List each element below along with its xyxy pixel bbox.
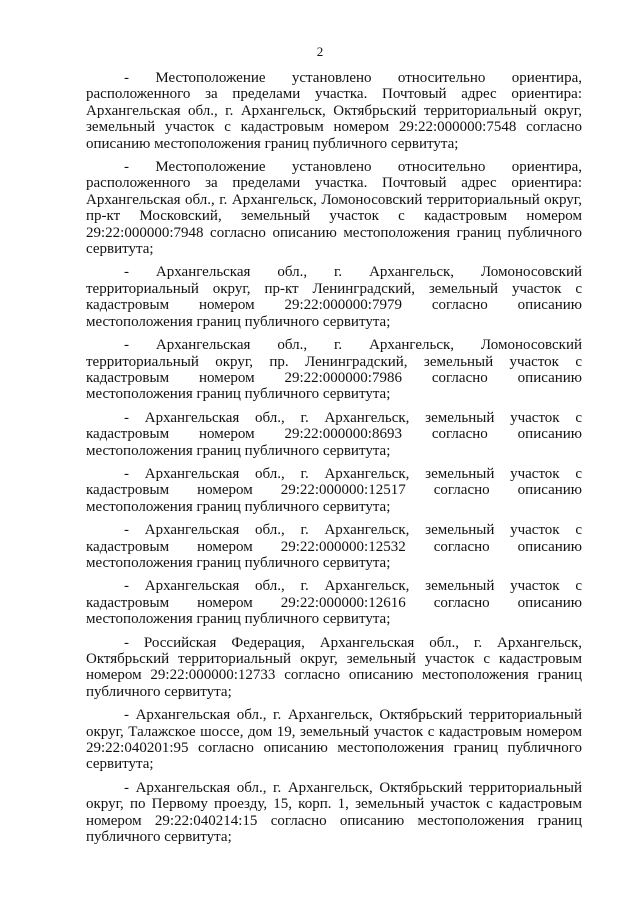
paragraph-10: - Архангельская обл., г. Архангельск, Октябрьский территориальный округ, Талажское шоссе, дом 19, земельный участок с кадастровым номером 29:22:040201:95 согласно описанию местоположения границ публичного сервитута; (86, 707, 582, 773)
paragraph-1: - Местоположение установлено относительно ориентира, расположенного за пределами участка. Почтовый адрес ориентира: Архангельская обл., г. Архангельск, Октябрьский территориальный округ, земельный участок с кадастровым номером 29:22:000000:7548 согласно описанию местоположения границ публичного сервитута; (86, 70, 582, 152)
paragraph-3: - Архангельская обл., г. Архангельск, Ломоносовский территориальный округ, пр-кт Ленинградский, земельный участок с кадастровым номером 29:22:000000:7979 согласно описанию местоположения границ публичного сервитута; (86, 264, 582, 330)
paragraph-5: - Архангельская обл., г. Архангельск, земельный участок с кадастровым номером 29:22:000000:8693 согласно описанию местоположения границ публичного сервитута; (86, 409, 582, 459)
document-body (86, 70, 582, 852)
paragraph-6: - Архангельская обл., г. Архангельск, земельный участок с кадастровым номером 29:22:000000:12517 согласно описанию местоположения границ публичного сервитута; (86, 465, 582, 515)
paragraph-7: - Архангельская обл., г. Архангельск, земельный участок с кадастровым номером 29:22:000000:12532 согласно описанию местоположения границ публичного сервитута; (86, 522, 582, 571)
page-number: 2 (316, 44, 324, 59)
paragraph-11: - Архангельская обл., г. Архангельск, Октябрьский территориальный округ, по Первому проезду, 15, корп. 1, земельный участок с кадастровым номером 29:22:040214:15 согласно описанию местоположения границ публичного сервитута; (86, 779, 582, 846)
paragraph-9: - Российская Федерация, Архангельская обл., г. Архангельск, Октябрьский территориальный округ, земельный участок с кадастровым номером 29:22:000000:12733 согласно описанию местоположения границ публичного сервитута; (86, 634, 582, 700)
paragraph-2: - Местоположение установлено относительно ориентира, расположенного за пределами участка. Почтовый адрес ориентира: Архангельская обл., г. Архангельск, Ломоносовский территориальный округ, пр-кт Московский, земельный участок с кадастровым номером 29:22:000000:7948 согласно описанию местоположения границ публичного сервитута; (86, 159, 582, 258)
paragraph-4: - Архангельская обл., г. Архангельск, Ломоносовский территориальный округ, пр. Ленинградский, земельный участок с кадастровым номером 29:22:000000:7986 согласно описанию местоположения границ публичного сервитута; (86, 337, 582, 403)
paragraph-8: - Архангельская обл., г. Архангельск, земельный участок с кадастровым номером 29:22:000000:12616 согласно описанию местоположения границ публичного сервитута; (86, 578, 582, 628)
